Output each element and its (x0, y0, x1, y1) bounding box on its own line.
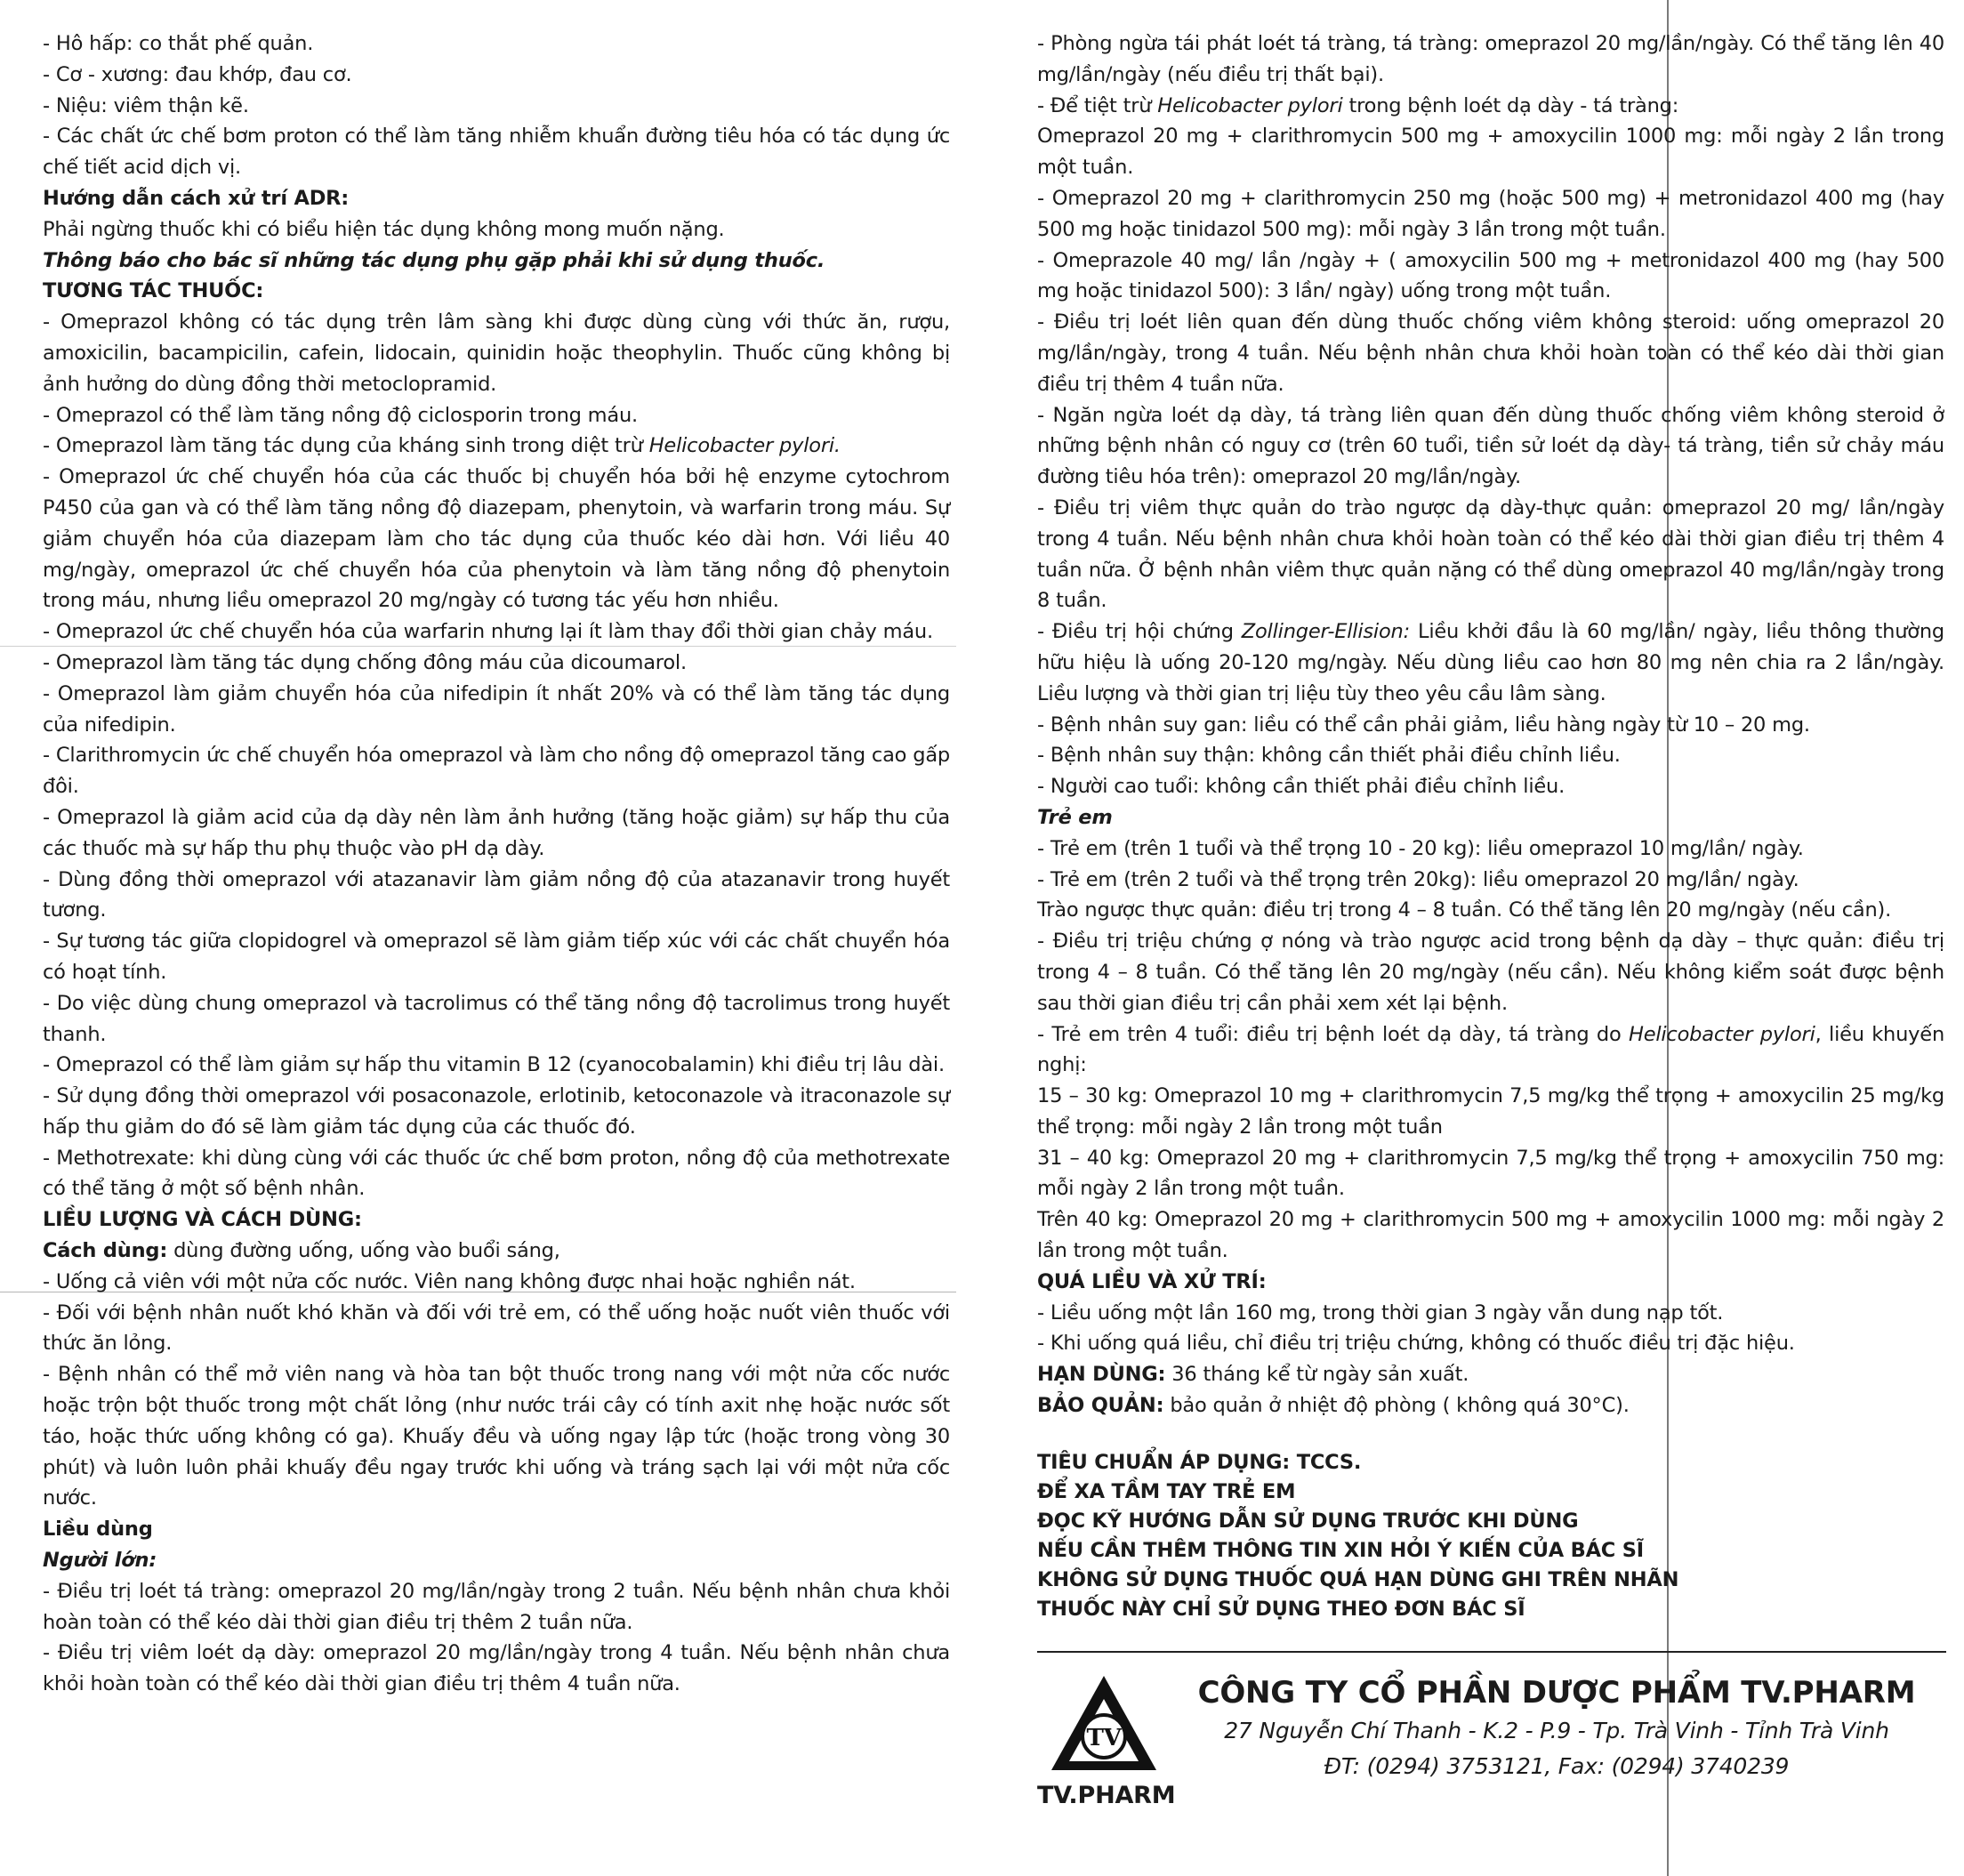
usage-line (43, 1236, 950, 1267)
overdose-heading: QUÁ LIỀU VÀ XỬ TRÍ: (1037, 1269, 1267, 1293)
usage-text: dùng đường uống, uống vào buổi sáng, (167, 1239, 560, 1263)
interaction-item: - Omeprazol là giảm acid của dạ dày nên làm ảnh hưởng (tăng hoặc giảm) sự hấp thu của các thuốc mà sự hấp thu phụ thuộc vào pH dạ dày. (43, 805, 950, 860)
interaction-item: - Omeprazol có thể làm giảm sự hấp thu vitamin B 12 (cyanocobalamin) khi điều trị lâu dài. (43, 1053, 945, 1077)
logo-name: TV.PHARM (1037, 1781, 1176, 1809)
shelf-text: 36 tháng kể từ ngày sản xuất. (1165, 1363, 1469, 1387)
interaction-item: - Omeprazol có thể làm tăng nồng độ ciclosporin trong máu. (43, 403, 638, 427)
interaction-item (43, 431, 950, 462)
warning-line: ĐỂ XA TẦM TAY TRẺ EM (1037, 1479, 1296, 1503)
footer-divider (1037, 1651, 1946, 1653)
usage-label: Cách dùng: (43, 1239, 168, 1263)
child-hp-prefix: - Trẻ em trên 4 tuổi: điều trị bệnh loét dạ dày, tá tràng do (1037, 1022, 1629, 1046)
dose-heading: Liều dùng (43, 1518, 153, 1542)
weight-dose-item: 31 – 40 kg: Omeprazol 20 mg + clarithromycin 7,5 mg/kg thể trọng + amoxycilin 750 mg: mỗi ngày 2 lần trong một tuần. (1037, 1146, 1944, 1201)
interaction-item: - Clarithromycin ức chế chuyển hóa omeprazol và làm cho nồng độ omeprazol tăng cao gấp đôi. (43, 744, 950, 799)
interaction-item: - Sử dụng đồng thời omeprazol với posaconazole, erlotinib, ketoconazole và itraconazole sự hấp thu giảm do đó sẽ làm giảm tác dụng của các thuốc đó. (43, 1084, 950, 1139)
interaction-item: - Omeprazol ức chế chuyển hóa của warfarin nhưng lại ít làm thay đổi thời gian chảy máu. (43, 620, 933, 644)
left-column (43, 28, 950, 1700)
zes-item (1037, 616, 1944, 709)
children-item: - Trẻ em (trên 1 tuổi và thể trọng 10 - 20 kg): liều omeprazol 10 mg/lần/ ngày. (1037, 836, 1804, 860)
interaction-item: - Dùng đồng thời omeprazol với atazanavir làm giảm nồng độ của atazanavir trong huyết tương. (43, 867, 950, 922)
adult-item: - Điều trị viêm loét dạ dày: omeprazol 20 mg/lần/ngày trong 4 tuần. Nếu bệnh nhân chưa khỏi hoàn toàn có thể kéo dài thời gian điều trị thêm 4 tuần nữa. (43, 1641, 950, 1696)
hp-suffix: trong bệnh loét dạ dày - tá tràng: (1342, 93, 1679, 117)
helicobacter-term: Helicobacter pylori. (648, 434, 841, 458)
side-effect-item: - Cơ - xương: đau khớp, đau cơ. (43, 62, 352, 86)
warning-line: NẾU CẦN THÊM THÔNG TIN XIN HỎI Ý KIẾN CỦA BÁC SĨ (1037, 1538, 1644, 1562)
adr-heading: Hướng dẫn cách xử trí ADR: (43, 186, 350, 210)
children-item: - Trẻ em (trên 2 tuổi và thể trọng trên 20kg): liều omeprazol 20 mg/lần/ ngày. (1037, 867, 1799, 891)
overdose-item: - Liều uống một lần 160 mg, trong thời gian 3 ngày vẫn dung nạp tốt. (1037, 1300, 1724, 1324)
usage-item: - Đối với bệnh nhân nuốt khó khăn và đối với trẻ em, có thể uống hoặc nuốt viên thuốc với thức ăn lỏng. (43, 1300, 950, 1356)
usage-item: - Uống cả viên với một nửa cốc nước. Viên nang không được nhai hoặc nghiền nát. (43, 1269, 856, 1293)
zes-suffix: Liều khởi đầu là 60 mg/lần/ ngày, liều thông thường hữu hiệu là uống 20-120 mg/ngày. Nếu dùng liều cao hơn 80 mg nên chia ra 2 lần/ngày. Liều lượng và thời gian trị liệu tùy theo yêu cầu lâm sàng. (1037, 620, 1944, 705)
overdose-item: - Khi uống quá liều, chỉ điều trị triệu chứng, không có thuốc điều trị đặc hiệu. (1037, 1332, 1795, 1356)
weight-dose-item: 15 – 30 kg: Omeprazol 10 mg + clarithromycin 7,5 mg/kg thể trọng + amoxycilin 25 mg/kg thể trọng: mỗi ngày 2 lần trong một tuần (1037, 1084, 1944, 1139)
dose-item: Omeprazol 20 mg + clarithromycin 500 mg + amoxycilin 1000 mg: mỗi ngày 2 lần trong một tuần. (1037, 125, 1944, 180)
warning-line: ĐỌC KỸ HƯỚNG DẪN SỬ DỤNG TRƯỚC KHI DÙNG (1037, 1509, 1579, 1533)
warning-line: TIÊU CHUẨN ÁP DỤNG: TCCS. (1037, 1450, 1362, 1474)
interaction-item: - Methotrexate: khi dùng cùng với các thuốc ức chế bơm proton, nồng độ của methotrexate có thể tăng ở một số bệnh nhân. (43, 1146, 950, 1201)
interaction-item: - Omeprazol làm giảm chuyển hóa của nifedipin ít nhất 20% và có thể làm tăng tác dụng của nifedipin. (43, 681, 950, 737)
interaction-item: - Omeprazol ức chế chuyển hóa của các thuốc bị chuyển hóa bởi hệ enzyme cytochrom P450 của gan và có thể làm tăng nồng độ diazepam, phenytoin, và warfarin trong máu. Sự giảm chuyển hóa của diazepam làm cho tác dụng của thuốc kéo dài hơn. Với liều 40 mg/ngày, omeprazol ức chế chuyển hóa của phenytoin và làm tăng nồng độ phenytoin trong máu, nhưng liều omeprazol 20 mg/ngày có tương tác yếu hơn nhiều. (43, 465, 950, 613)
interaction-item: - Do việc dùng chung omeprazol và tacrolimus có thể tăng nồng độ tacrolimus trong huyết thanh. (43, 991, 950, 1046)
company-info (1174, 1672, 1939, 1784)
children-heading: Trẻ em (1037, 805, 1113, 829)
usage-item: - Bệnh nhân có thể mở viên nang và hòa tan bột thuốc trong nang với một nửa cốc nước hoặc trộn bột thuốc trong một chất lỏng (như nước trái cây có tính axit nhẹ hoặc nước sốt táo, hoặc thức uống không có ga). Khuấy đều và uống ngay lập tức (hoặc trong vòng 30 phút) và luôn luôn phải khuấy đều ngay trước khi uống và tráng sạch lại với một nửa cốc nước. (43, 1363, 950, 1510)
warnings-block (1037, 1448, 1944, 1624)
dose-item: - Phòng ngừa tái phát loét tá tràng, tá tràng: omeprazol 20 mg/lần/ngày. Có thể tăng lên 40 mg/lần/ngày (nếu điều trị thất bại). (1037, 32, 1944, 86)
dosage-heading: LIỀU LƯỢNG VÀ CÁCH DÙNG: (43, 1208, 362, 1232)
interaction-item: - Sự tương tác giữa clopidogrel và omeprazol sẽ làm giảm tiếp xúc với các chất chuyển hóa có hoạt tính. (43, 930, 950, 984)
dose-item: - Điều trị loét liên quan đến dùng thuốc chống viêm không steroid: uống omeprazol 20 mg/lần/ngày, trong 4 tuần. Nếu bệnh nhân chưa khỏi hoàn toàn có thể kéo dài thời gian điều trị thêm 4 tuần nữa. (1037, 310, 1944, 396)
adult-heading: Người lớn: (43, 1549, 157, 1573)
side-effect-item: - Hô hấp: co thắt phế quản. (43, 32, 314, 55)
interaction-item: - Omeprazol làm tăng tác dụng chống đông máu của dicoumarol. (43, 650, 687, 674)
dose-item: - Bệnh nhân suy thận: không cần thiết phải điều chỉnh liều. (1037, 744, 1621, 768)
children-item: Trào ngược thực quản: điều trị trong 4 – 8 tuần. Có thể tăng lên 20 mg/ngày (nếu cần). (1037, 898, 1892, 922)
dose-item: - Người cao tuổi: không cần thiết phải điều chỉnh liều. (1037, 775, 1566, 799)
company-phone-fax: ĐT: (0294) 3753121, Fax: (0294) 3740239 (1324, 1752, 1790, 1779)
storage-text: bảo quản ở nhiệt độ phòng ( không quá 30°C). (1163, 1394, 1630, 1418)
warning-line: KHÔNG SỬ DỤNG THUỐC QUÁ HẠN DÙNG GHI TRÊN NHÃN (1037, 1567, 1679, 1591)
warning-line: THUỐC NÀY CHỈ SỬ DỤNG THEO ĐƠN BÁC SĨ (1037, 1597, 1525, 1621)
shelf-label: HẠN DÙNG: (1037, 1363, 1166, 1387)
dose-item: - Ngăn ngừa loét dạ dày, tá tràng liên quan đến dùng thuốc chống viêm không steroid ở những bệnh nhân có nguy cơ (trên 60 tuổi, tiền sử loét dạ dày- tá tràng, tiền sử chảy máu đường tiêu hóa trên): omeprazol 20 mg/lần/ngày. (1037, 403, 1944, 489)
children-item: - Điều trị triệu chứng ợ nóng và trào ngược acid trong bệnh dạ dày – thực quản: điều trị trong 4 – 8 tuần. Có thể tăng lên 20 mg/ngày (nếu cần). Nếu không kiểm soát được bệnh sau thời gian điều trị cần phải xem xét lại bệnh. (1037, 930, 1944, 1015)
company-address: 27 Nguyễn Chí Thanh - K.2 - P.9 - Tp. Trà Vinh - Tỉnh Trà Vinh (1224, 1717, 1889, 1743)
child-hp-suffix: , liều khuyến nghị: (1037, 1022, 1944, 1077)
children-hp-item (1037, 1019, 1944, 1082)
helicobacter-term: Helicobacter pylori (1628, 1022, 1815, 1046)
logo-mark: TV (1086, 1724, 1122, 1751)
logo-triangle-icon (1046, 1672, 1162, 1777)
zes-prefix: - Điều trị hội chứng (1037, 620, 1242, 644)
zes-term: Zollinger-Ellision: (1241, 620, 1410, 644)
adult-item: - Điều trị loét tá tràng: omeprazol 20 mg/lần/ngày trong 2 tuần. Nếu bệnh nhân chưa khỏi hoàn toàn có thể kéo dài thời gian điều trị thêm 2 tuần nữa. (43, 1579, 950, 1634)
company-name: CÔNG TY CỔ PHẦN DƯỢC PHẨM TV.PHARM (1197, 1674, 1916, 1711)
tvpharm-logo (1037, 1672, 1176, 1812)
interaction-text: - Omeprazol làm tăng tác dụng của kháng sinh trong diệt trừ (43, 434, 649, 458)
interactions-heading: TƯƠNG TÁC THUỐC: (43, 279, 264, 303)
dose-item: - Bệnh nhân suy gan: liều có thể cần phải giảm, liều hàng ngày từ 10 – 20 mg. (1037, 713, 1810, 737)
storage (1037, 1390, 1944, 1421)
interaction-item: - Omeprazol không có tác dụng trên lâm sàng khi được dùng cùng với thức ăn, rượu, amoxicilin, bacampicilin, cafein, lidocain, quinidin hoặc theophylin. Thuốc cũng không bị ảnh hưởng do dùng đồng thời metoclopramid. (43, 310, 950, 396)
dose-item: - Omeprazol 20 mg + clarithromycin 250 mg (hoặc 500 mg) + metronidazol 400 mg (hay 500 mg hoặc tinidazol 500 mg): mỗi ngày 3 lần trong một tuần. (1037, 186, 1944, 241)
adr-notice: Thông báo cho bác sĩ những tác dụng phụ gặp phải khi sử dụng thuốc. (43, 248, 825, 272)
side-effect-item: - Niệu: viêm thận kẽ. (43, 93, 249, 117)
hp-eradication-line (1037, 91, 1944, 122)
company-footer (1037, 1672, 1944, 1832)
dose-item: - Điều trị viêm thực quản do trào ngược dạ dày-thực quản: omeprazol 20 mg/ lần/ngày trong 4 tuần. Nếu bệnh nhân chưa khỏi hoàn toàn có thể kéo dài thời gian điều trị thêm 4 tuần nữa. Ở bệnh nhân viêm thực quản nặng có thể dùng omeprazol 40 mg/lần/ngày trong 8 tuần. (1037, 495, 1944, 613)
hp-prefix: - Để tiệt trừ (1037, 93, 1158, 117)
weight-dose-item: Trên 40 kg: Omeprazol 20 mg + clarithromycin 500 mg + amoxycilin 1000 mg: mỗi ngày 2 lần trong một tuần. (1037, 1208, 1944, 1263)
shelf-life (1037, 1359, 1944, 1390)
right-column (1037, 28, 1944, 1832)
dose-item: - Omeprazole 40 mg/ lần /ngày + ( amoxycilin 500 mg + metronidazol 400 mg (hay 500 mg hoặc tinidazol 500): 3 lần/ ngày) uống trong một tuần. (1037, 248, 1944, 303)
adr-text: Phải ngừng thuốc khi có biểu hiện tác dụng không mong muốn nặng. (43, 217, 725, 241)
side-effect-item: - Các chất ức chế bơm proton có thể làm tăng nhiễm khuẩn đường tiêu hóa có tác dụng ức chế tiết acid dịch vị. (43, 125, 950, 180)
helicobacter-term: Helicobacter pylori (1157, 93, 1343, 117)
storage-label: BẢO QUẢN: (1037, 1394, 1164, 1418)
